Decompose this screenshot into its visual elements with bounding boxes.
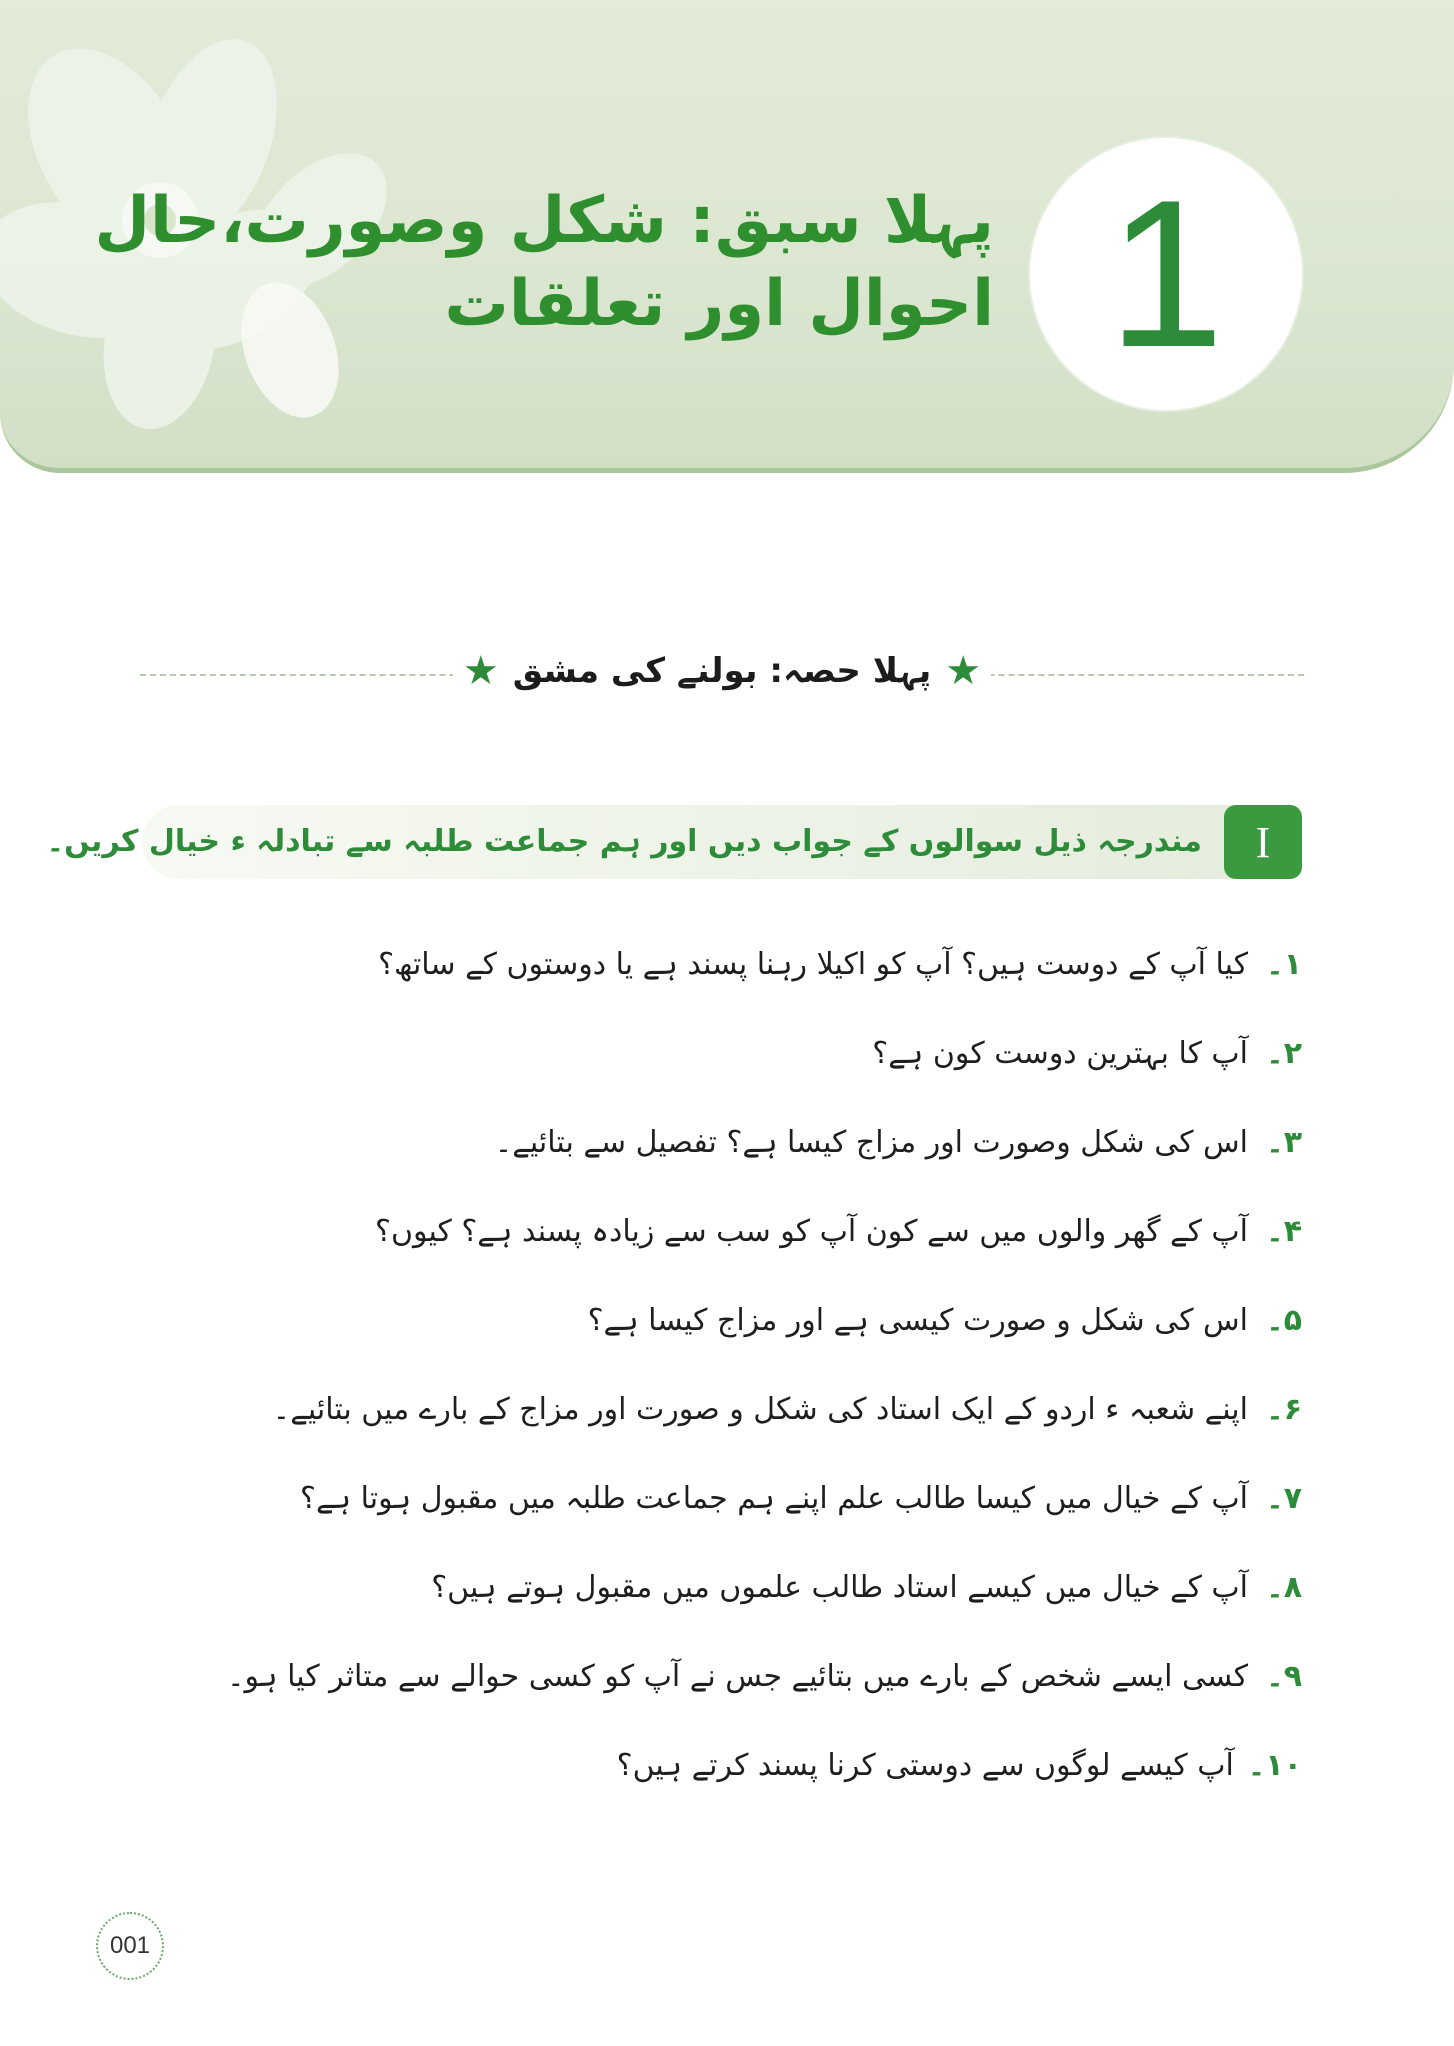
- chapter-title: [94, 180, 994, 346]
- chapter-title-line1: پہلا سبق: شکل وصورت،حال: [94, 184, 994, 258]
- question-list: [226, 920, 1302, 1810]
- question-item: [302, 1543, 1302, 1632]
- question-number: ۸۔: [1266, 1570, 1302, 1605]
- question-item: [302, 1187, 1302, 1276]
- section-heading-label: [453, 647, 991, 694]
- star-icon: ★: [945, 647, 982, 694]
- question-number: ۶۔: [1266, 1392, 1302, 1427]
- question-item: [302, 1009, 1302, 1098]
- question-text: اس کی شکل وصورت اور مزاج کیسا ہے؟ تفصیل سے بتائیے۔: [494, 1125, 1248, 1160]
- question-number: ۲۔: [1266, 1036, 1302, 1071]
- question-item: [302, 1721, 1302, 1810]
- question-number: ۴۔: [1266, 1214, 1302, 1249]
- question-number: ۵۔: [1266, 1303, 1302, 1338]
- question-text: آپ کے خیال میں کیسا طالب علم اپنے ہم جماعت طلبہ میں مقبول ہوتا ہے؟: [300, 1481, 1248, 1516]
- question-item: [302, 1098, 1302, 1187]
- question-number: ۳۔: [1266, 1125, 1302, 1160]
- question-number: ۹۔: [1266, 1659, 1302, 1694]
- chapter-header: [0, 0, 1454, 473]
- question-text: آپ کے خیال میں کیسے استاد طالب علموں میں مقبول ہوتے ہیں؟: [431, 1570, 1248, 1605]
- question-number: ۷۔: [1266, 1481, 1302, 1516]
- page-number: 001: [96, 1912, 164, 1980]
- chapter-title-line2: احوال اور تعلقات: [444, 267, 994, 342]
- question-text: کیا آپ کے دوست ہیں؟ آپ کو اکیلا رہنا پسند ہے یا دوستوں کے ساتھ؟: [378, 947, 1248, 982]
- question-text: آپ کا بہترین دوست کون ہے؟: [872, 1036, 1248, 1071]
- question-item: [302, 1276, 1302, 1365]
- question-text: اپنے شعبہ ء اردو کے ایک استاد کی شکل و صورت اور مزاج کے بارے میں بتائیے۔: [272, 1392, 1248, 1427]
- question-item: [302, 920, 1302, 1009]
- chapter-number: 1: [1107, 156, 1225, 391]
- star-icon: ★: [462, 647, 499, 694]
- question-text: کسی ایسے شخص کے بارے میں بتائیے جس نے آپ کو کسی حوالے سے متاثر کیا ہو۔: [226, 1659, 1248, 1694]
- question-item: [226, 1632, 1302, 1721]
- question-item: [302, 1454, 1302, 1543]
- exercise-badge: I: [1224, 805, 1302, 879]
- section-heading-text: پہلا حصہ: بولنے کی مشق: [512, 651, 932, 691]
- question-number: ۱۔: [1266, 947, 1302, 982]
- question-text: آپ کے گھر والوں میں سے کون آپ کو سب سے زیادہ پسند ہے؟ کیوں؟: [375, 1214, 1248, 1249]
- section-heading: [140, 647, 1304, 700]
- exercise-instruction-bar: [46, 805, 1302, 879]
- question-item: [272, 1365, 1302, 1454]
- chapter-number-badge: [1030, 138, 1302, 410]
- question-number: ۱۰۔: [1247, 1748, 1302, 1783]
- question-text: اس کی شکل و صورت کیسی ہے اور مزاج کیسا ہے؟: [587, 1303, 1248, 1338]
- exercise-instruction: مندرجہ ذیل سوالوں کے جواب دیں اور ہم جماعت طلبہ سے تبادلہ ء خیال کریں۔: [46, 824, 1202, 859]
- question-text: آپ کیسے لوگوں سے دوستی کرنا پسند کرتے ہیں؟: [616, 1748, 1234, 1783]
